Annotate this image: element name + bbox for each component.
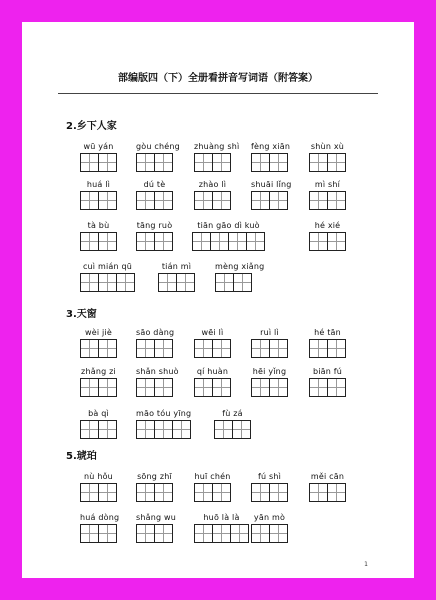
writing-cell[interactable] <box>176 273 195 292</box>
writing-cell[interactable] <box>269 339 288 358</box>
pinyin-prompt: gòu chéng <box>136 142 180 151</box>
writing-cell[interactable] <box>212 378 231 397</box>
writing-cell[interactable] <box>232 420 251 439</box>
writing-cell[interactable] <box>192 232 211 251</box>
character-grid <box>251 524 287 543</box>
character-grid <box>194 378 230 397</box>
pinyin-exercise <box>136 409 191 440</box>
pinyin-prompt: ruì lì <box>260 328 279 337</box>
pinyin-prompt: bà qì <box>88 409 109 418</box>
character-grid <box>136 378 172 397</box>
character-grid <box>136 524 172 543</box>
writing-cell[interactable] <box>80 232 99 251</box>
pinyin-prompt: shùn xù <box>310 142 345 151</box>
writing-cell[interactable] <box>233 273 252 292</box>
writing-cell[interactable] <box>98 420 117 439</box>
character-grid <box>309 191 345 210</box>
character-grid <box>192 232 264 251</box>
pinyin-prompt: huō là là <box>203 513 240 522</box>
character-grid <box>194 191 230 210</box>
pinyin-prompt: tāng ruò <box>136 221 173 230</box>
pinyin-exercise <box>194 328 231 359</box>
writing-cell[interactable] <box>269 524 288 543</box>
writing-cell[interactable] <box>309 378 328 397</box>
pinyin-exercise <box>80 328 117 359</box>
writing-cell[interactable] <box>327 378 346 397</box>
writing-cell[interactable] <box>269 191 288 210</box>
pinyin-prompt: shuāi lǐng <box>251 180 292 189</box>
character-grid <box>80 420 116 439</box>
character-grid <box>194 483 230 502</box>
writing-cell[interactable] <box>327 483 346 502</box>
character-grid <box>136 339 172 358</box>
writing-cell[interactable] <box>327 153 346 172</box>
pinyin-exercise <box>251 180 292 211</box>
pinyin-exercise <box>251 472 288 503</box>
writing-cell[interactable] <box>136 483 155 502</box>
writing-cell[interactable] <box>80 420 99 439</box>
writing-cell[interactable] <box>98 524 117 543</box>
character-grid <box>80 273 134 292</box>
character-grid <box>251 339 287 358</box>
pinyin-exercise <box>309 180 346 211</box>
writing-cell[interactable] <box>212 483 231 502</box>
writing-cell[interactable] <box>154 339 173 358</box>
character-grid <box>309 483 345 502</box>
writing-cell[interactable] <box>80 191 99 210</box>
character-grid <box>214 420 250 439</box>
writing-cell[interactable] <box>215 273 234 292</box>
character-grid <box>194 153 230 172</box>
character-grid <box>309 378 345 397</box>
writing-cell[interactable] <box>98 273 117 292</box>
pinyin-prompt: hēi yǐng <box>252 367 287 376</box>
pinyin-exercise <box>80 180 117 211</box>
pinyin-prompt: sāo dàng <box>136 328 175 337</box>
pinyin-prompt: cuì mián qū <box>82 262 133 271</box>
pinyin-prompt: zhuàng shì <box>194 142 240 151</box>
pinyin-exercise <box>194 513 249 544</box>
writing-cell[interactable] <box>327 339 346 358</box>
pinyin-exercise <box>136 513 177 544</box>
page-number: 1 <box>364 561 368 568</box>
pinyin-prompt: sōng zhī <box>137 472 172 481</box>
writing-cell[interactable] <box>116 273 135 292</box>
writing-cell[interactable] <box>154 524 173 543</box>
writing-cell[interactable] <box>98 191 117 210</box>
pinyin-prompt: hé xié <box>314 221 341 230</box>
writing-cell[interactable] <box>98 483 117 502</box>
writing-cell[interactable] <box>80 273 99 292</box>
writing-cell[interactable] <box>194 191 213 210</box>
pinyin-exercise <box>80 367 117 398</box>
writing-cell[interactable] <box>210 232 229 251</box>
pinyin-prompt: fèng xiān <box>251 142 291 151</box>
writing-cell[interactable] <box>136 191 155 210</box>
character-grid <box>80 339 116 358</box>
pinyin-prompt: fù zá <box>222 409 243 418</box>
pinyin-exercise <box>80 409 117 440</box>
writing-cell[interactable] <box>80 524 99 543</box>
pinyin-exercise <box>80 221 117 252</box>
writing-cell[interactable] <box>154 483 173 502</box>
writing-cell[interactable] <box>136 420 155 439</box>
pinyin-prompt: wèi jiè <box>85 328 112 337</box>
writing-cell[interactable] <box>136 378 155 397</box>
pinyin-exercise <box>194 180 231 211</box>
pinyin-exercise <box>192 221 265 252</box>
writing-cell[interactable] <box>136 232 155 251</box>
writing-cell[interactable] <box>154 191 173 210</box>
writing-cell[interactable] <box>228 232 247 251</box>
character-grid <box>80 191 116 210</box>
writing-cell[interactable] <box>154 232 173 251</box>
writing-cell[interactable] <box>309 339 328 358</box>
pinyin-prompt: māo tóu yīng <box>136 409 192 418</box>
character-grid <box>80 153 116 172</box>
character-grid <box>309 232 345 251</box>
pinyin-exercise <box>194 142 240 173</box>
writing-cell[interactable] <box>158 273 177 292</box>
pinyin-prompt: tà bù <box>87 221 110 230</box>
writing-cell[interactable] <box>212 191 231 210</box>
pinyin-exercise <box>309 328 346 359</box>
character-grid <box>194 524 248 543</box>
writing-cell[interactable] <box>136 153 155 172</box>
pinyin-exercise <box>309 221 346 252</box>
writing-cell[interactable] <box>194 153 213 172</box>
pinyin-prompt: wēi lì <box>201 328 224 337</box>
character-grid <box>136 483 172 502</box>
pinyin-prompt: mì shí <box>314 180 341 189</box>
writing-cell[interactable] <box>194 339 213 358</box>
pinyin-prompt: dú tè <box>143 180 166 189</box>
character-grid <box>80 232 116 251</box>
character-grid <box>215 273 251 292</box>
writing-cell[interactable] <box>309 153 328 172</box>
pinyin-prompt: huī chén <box>194 472 231 481</box>
pinyin-prompt: biān fú <box>312 367 343 376</box>
writing-cell[interactable] <box>327 191 346 210</box>
writing-cell[interactable] <box>251 191 270 210</box>
pinyin-exercise <box>194 367 231 398</box>
pinyin-prompt: huá lì <box>86 180 111 189</box>
writing-cell[interactable] <box>98 232 117 251</box>
character-grid <box>136 420 190 439</box>
character-grid <box>251 483 287 502</box>
pinyin-exercise <box>136 367 179 398</box>
writing-cell[interactable] <box>80 378 99 397</box>
pinyin-exercise <box>251 513 288 544</box>
pinyin-prompt: wū yán <box>83 142 114 151</box>
writing-cell[interactable] <box>309 483 328 502</box>
writing-cell[interactable] <box>194 378 213 397</box>
character-grid <box>251 153 287 172</box>
character-grid <box>136 191 172 210</box>
pinyin-exercise <box>251 367 288 398</box>
page-title: 部编版四（下）全册看拼音写词语（附答案） <box>118 73 318 84</box>
pinyin-prompt: shǎn shuò <box>136 367 179 376</box>
writing-cell[interactable] <box>269 153 288 172</box>
writing-cell[interactable] <box>251 153 270 172</box>
pinyin-prompt: shǎng wu <box>136 513 177 522</box>
writing-cell[interactable] <box>309 191 328 210</box>
character-grid <box>136 153 172 172</box>
writing-cell[interactable] <box>214 420 233 439</box>
pinyin-exercise <box>158 262 195 293</box>
pinyin-prompt: zhào lì <box>198 180 227 189</box>
writing-cell[interactable] <box>154 420 173 439</box>
character-grid <box>80 378 116 397</box>
writing-cell[interactable] <box>251 524 270 543</box>
writing-cell[interactable] <box>98 339 117 358</box>
pinyin-exercise <box>136 221 173 252</box>
character-grid <box>251 378 287 397</box>
pinyin-prompt: měi cān <box>310 472 345 481</box>
writing-cell[interactable] <box>230 524 249 543</box>
pinyin-prompt: hé tān <box>314 328 341 337</box>
writing-cell[interactable] <box>154 378 173 397</box>
pinyin-exercise <box>194 472 231 503</box>
pinyin-exercise <box>215 262 265 293</box>
pinyin-exercise <box>80 262 135 293</box>
writing-cell[interactable] <box>212 524 231 543</box>
pinyin-exercise <box>136 328 173 359</box>
pinyin-exercise <box>251 142 291 173</box>
writing-cell[interactable] <box>194 483 213 502</box>
section-heading: 3.天窗 <box>66 309 97 320</box>
pinyin-prompt: mèng xiǎng <box>215 262 265 271</box>
writing-cell[interactable] <box>309 232 328 251</box>
pinyin-exercise <box>136 142 180 173</box>
writing-cell[interactable] <box>194 524 213 543</box>
pinyin-prompt: zhǎng zi <box>81 367 116 376</box>
pinyin-exercise <box>136 180 173 211</box>
pinyin-exercise <box>136 472 173 503</box>
writing-cell[interactable] <box>154 153 173 172</box>
pinyin-exercise <box>251 328 288 359</box>
writing-cell[interactable] <box>136 524 155 543</box>
writing-cell[interactable] <box>212 153 231 172</box>
writing-cell[interactable] <box>98 378 117 397</box>
pinyin-prompt: fú shì <box>257 472 282 481</box>
character-grid <box>194 339 230 358</box>
writing-cell[interactable] <box>98 153 117 172</box>
pinyin-prompt: huá dòng <box>80 513 120 522</box>
character-grid <box>309 153 345 172</box>
worksheet-page <box>22 22 414 578</box>
character-grid <box>80 483 116 502</box>
writing-cell[interactable] <box>212 339 231 358</box>
character-grid <box>251 191 287 210</box>
writing-cell[interactable] <box>269 483 288 502</box>
pinyin-prompt: tiān gāo dì kuò <box>197 221 260 230</box>
character-grid <box>136 232 172 251</box>
section-heading: 2.乡下人家 <box>66 121 117 132</box>
writing-cell[interactable] <box>327 232 346 251</box>
pinyin-exercise <box>80 142 117 173</box>
writing-cell[interactable] <box>246 232 265 251</box>
pinyin-prompt: yān mò <box>253 513 286 522</box>
pinyin-exercise <box>309 142 346 173</box>
writing-cell[interactable] <box>251 378 270 397</box>
section-heading: 5.琥珀 <box>66 451 97 462</box>
writing-cell[interactable] <box>80 483 99 502</box>
title-divider <box>58 93 378 94</box>
writing-cell[interactable] <box>269 378 288 397</box>
pinyin-exercise <box>80 472 117 503</box>
writing-cell[interactable] <box>80 153 99 172</box>
writing-cell[interactable] <box>251 339 270 358</box>
pinyin-prompt: nù hǒu <box>84 472 113 481</box>
writing-cell[interactable] <box>172 420 191 439</box>
pinyin-exercise <box>309 472 346 503</box>
character-grid <box>80 524 116 543</box>
pinyin-prompt: qí huàn <box>196 367 229 376</box>
character-grid <box>158 273 194 292</box>
pinyin-exercise <box>80 513 120 544</box>
pinyin-exercise <box>214 409 251 440</box>
writing-cell[interactable] <box>136 339 155 358</box>
writing-cell[interactable] <box>80 339 99 358</box>
pinyin-exercise <box>309 367 346 398</box>
writing-cell[interactable] <box>251 483 270 502</box>
pinyin-prompt: tián mì <box>161 262 192 271</box>
character-grid <box>309 339 345 358</box>
